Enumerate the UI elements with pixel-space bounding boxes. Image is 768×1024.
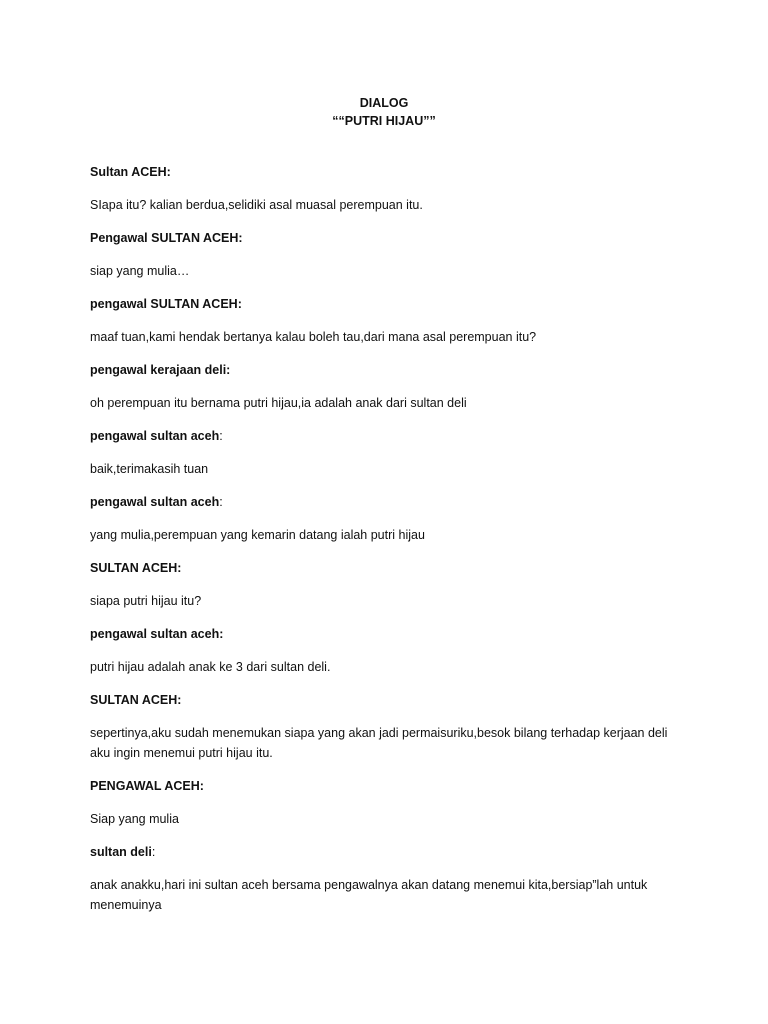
speaker-label: SULTAN ACEH:	[90, 561, 182, 575]
dialog-line: siapa putri hijau itu?	[90, 594, 202, 608]
speaker-colon: :	[151, 845, 156, 859]
speaker-label: sultan deli:	[90, 845, 156, 859]
speaker-label: pengawal SULTAN ACEH:	[90, 297, 242, 311]
speaker-label: SULTAN ACEH:	[90, 693, 182, 707]
speaker-label: pengawal sultan aceh:	[90, 495, 223, 509]
dialog-line: siap yang mulia…	[90, 264, 190, 278]
dialog-content	[90, 162, 690, 928]
document-subtitle: ““PUTRI HIJAU””	[332, 114, 436, 128]
speaker-label: pengawal sultan aceh:	[90, 429, 223, 443]
dialog-line: baik,terimakasih tuan	[90, 462, 209, 476]
dialog-line: oh perempuan itu bernama putri hijau,ia adalah anak dari sultan deli	[90, 396, 467, 410]
speaker-label: Pengawal SULTAN ACEH:	[90, 231, 243, 245]
document-title: DIALOG	[359, 96, 409, 110]
dialog-line: Siap yang mulia	[90, 812, 179, 826]
speaker-label: pengawal kerajaan deli:	[90, 363, 231, 377]
speaker-colon: :	[219, 429, 223, 443]
dialog-line: putri hijau adalah anak ke 3 dari sultan deli.	[90, 660, 331, 674]
speaker-label: PENGAWAL ACEH:	[90, 779, 204, 793]
dialog-line: yang mulia,perempuan yang kemarin datang ialah putri hijau	[90, 528, 425, 542]
dialog-line: SIapa itu? kalian berdua,selidiki asal muasal perempuan itu.	[90, 198, 423, 212]
speaker-colon: :	[219, 495, 223, 509]
dialog-line: anak anakku,hari ini sultan aceh bersama pengawalnya akan datang menemui kita,bersiap”lah untuk menemuinya	[90, 878, 648, 912]
title-block	[0, 94, 768, 130]
dialog-line: sepertinya,aku sudah menemukan siapa yang akan jadi permaisuriku,besok bilang terhadap kerjaan deli aku ingin menemui putri hijau itu.	[90, 726, 668, 760]
dialog-line: maaf tuan,kami hendak bertanya kalau boleh tau,dari mana asal perempuan itu?	[90, 330, 537, 344]
speaker-label: Sultan ACEH:	[90, 165, 171, 179]
speaker-label: pengawal sultan aceh:	[90, 627, 224, 641]
